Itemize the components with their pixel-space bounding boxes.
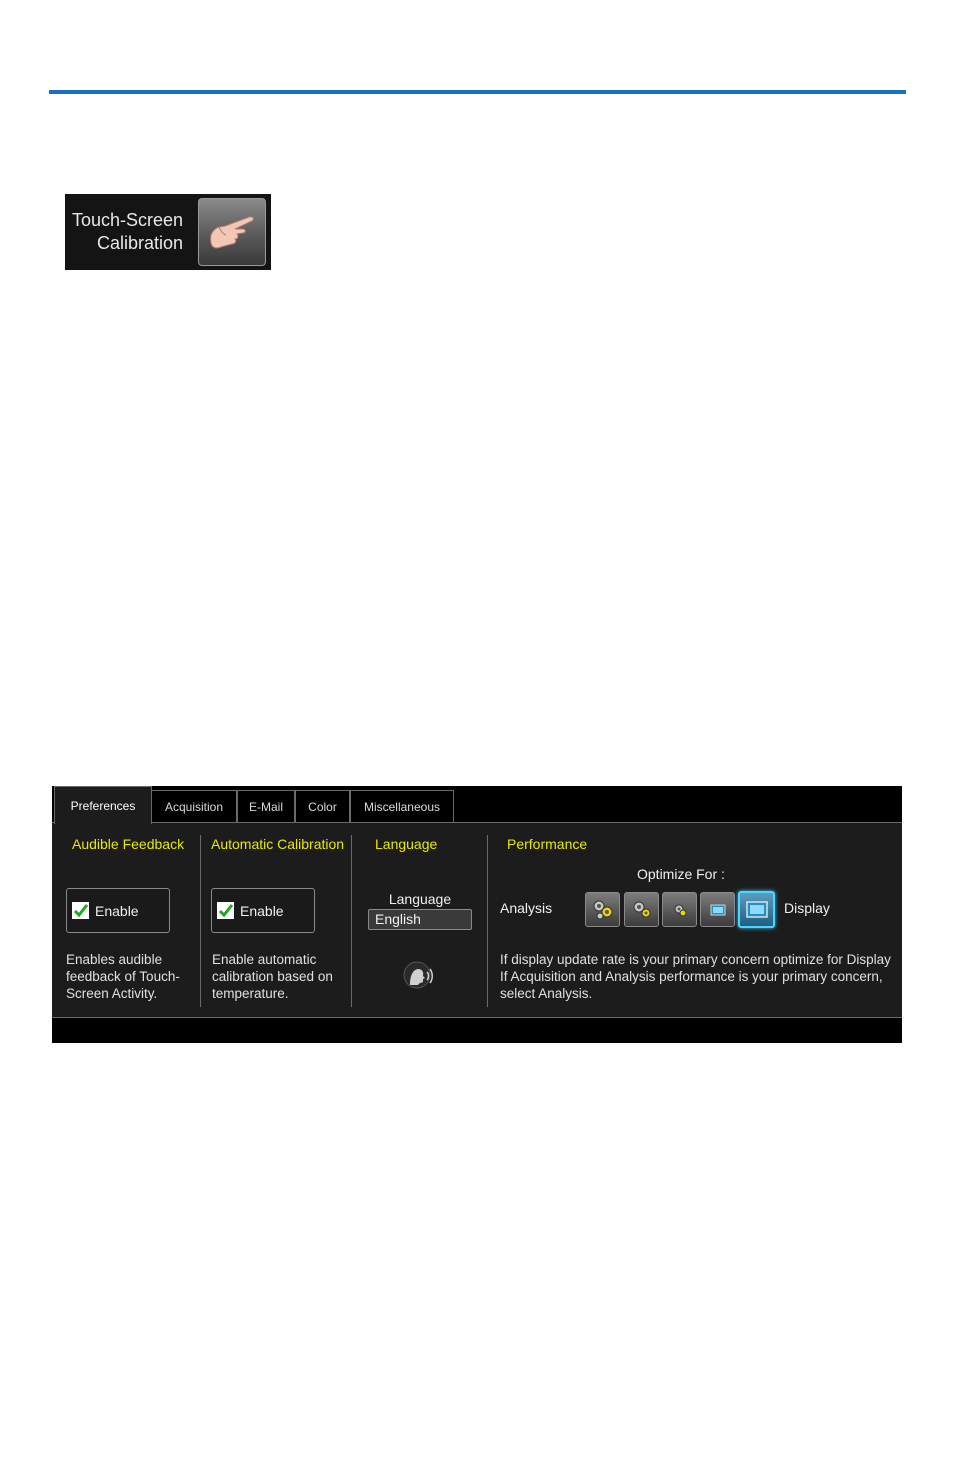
tab-color[interactable]: Color bbox=[295, 790, 350, 823]
section-divider bbox=[200, 835, 201, 1007]
monitor-icon bbox=[743, 896, 771, 924]
monitor-icon bbox=[705, 897, 731, 923]
language-select[interactable]: English bbox=[368, 909, 472, 930]
tab-miscellaneous[interactable]: Miscellaneous bbox=[350, 790, 454, 823]
performance-title: Performance bbox=[507, 836, 588, 852]
section-divider bbox=[487, 835, 488, 1007]
desc-line: If Acquisition and Analysis performance is your primary concern, bbox=[500, 969, 883, 984]
tab-bar bbox=[52, 786, 902, 823]
section-divider bbox=[351, 835, 352, 1007]
preferences-dialog bbox=[52, 786, 902, 1043]
optimize-level-2-button[interactable] bbox=[624, 892, 659, 927]
desc-line: Enables audible bbox=[66, 952, 163, 967]
label-line-2: Calibration bbox=[96, 233, 183, 253]
desc-line: Screen Activity. bbox=[66, 986, 158, 1001]
automatic-calibration-enable-checkbox[interactable] bbox=[211, 888, 315, 933]
language-field-label: Language bbox=[388, 891, 452, 907]
label-line-1: Touch-Screen bbox=[71, 210, 183, 230]
checkmark-icon bbox=[72, 902, 89, 919]
audible-feedback-title: Audible Feedback bbox=[72, 836, 185, 852]
speaking-head-icon bbox=[402, 959, 436, 993]
desc-line: Enable automatic bbox=[212, 952, 317, 967]
header-rule bbox=[49, 90, 906, 94]
gears-icon bbox=[667, 897, 693, 923]
optimize-level-5-button[interactable] bbox=[738, 891, 775, 928]
desc-line: calibration based on bbox=[212, 969, 333, 984]
optimize-for-label: Optimize For : bbox=[637, 866, 725, 882]
dialog-bottom-strip bbox=[52, 1018, 902, 1043]
audible-feedback-enable-label: Enable bbox=[95, 902, 139, 919]
desc-line: select Analysis. bbox=[500, 986, 593, 1001]
gears-icon bbox=[629, 897, 655, 923]
desc-line: temperature. bbox=[212, 986, 289, 1001]
analysis-label: Analysis bbox=[500, 900, 553, 916]
desc-line: If display update rate is your primary concern optimize for Display bbox=[500, 952, 891, 967]
automatic-calibration-enable-label: Enable bbox=[240, 902, 284, 919]
audible-feedback-enable-checkbox[interactable] bbox=[66, 888, 170, 933]
language-title: Language bbox=[375, 836, 438, 852]
tab-acquisition[interactable]: Acquisition bbox=[151, 790, 237, 823]
performance-description bbox=[500, 951, 891, 1002]
automatic-calibration-title: Automatic Calibration bbox=[211, 836, 345, 852]
touch-screen-calibration-label bbox=[72, 209, 183, 255]
gears-icon bbox=[590, 897, 616, 923]
optimize-level-1-button[interactable] bbox=[585, 892, 620, 927]
desc-line: feedback of Touch- bbox=[66, 969, 180, 984]
touch-screen-calibration-button[interactable] bbox=[65, 194, 271, 270]
checkmark-icon bbox=[217, 902, 234, 919]
audible-feedback-description bbox=[66, 951, 180, 1002]
preferences-panel bbox=[52, 822, 902, 1018]
display-label: Display bbox=[784, 900, 830, 916]
tab-preferences[interactable]: Preferences bbox=[54, 786, 152, 824]
optimize-level-3-button[interactable] bbox=[662, 892, 697, 927]
optimize-level-4-button[interactable] bbox=[700, 892, 735, 927]
pointing-hand-icon bbox=[198, 198, 266, 266]
tab-email[interactable]: E-Mail bbox=[237, 790, 295, 823]
automatic-calibration-description bbox=[212, 951, 333, 1002]
